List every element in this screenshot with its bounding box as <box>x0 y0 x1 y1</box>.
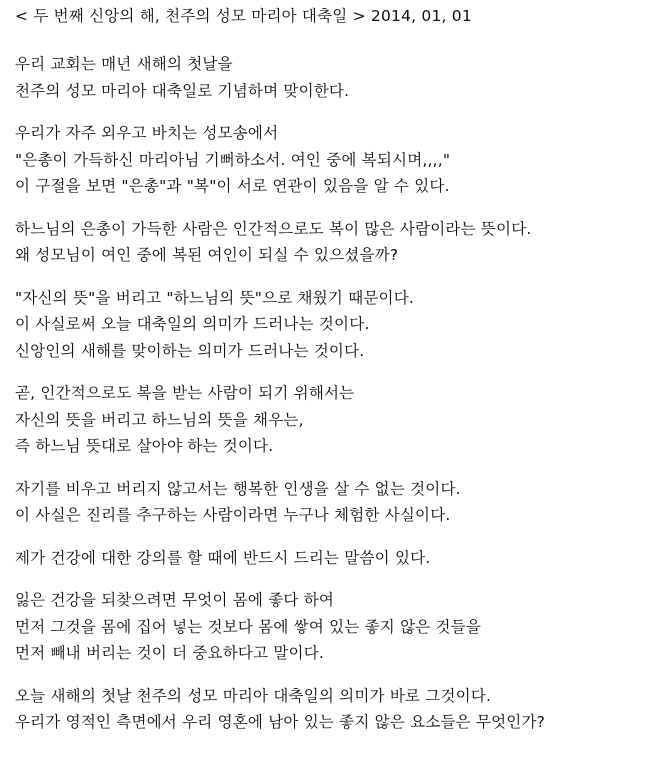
paragraph-line: 먼저 그것을 몸에 집어 넣는 것보다 몸에 쌓여 있는 좋지 않은 것들을 <box>15 617 482 636</box>
paragraph-line: 곧, 인간적으로도 복을 받는 사람이 되기 위해서는 <box>15 384 355 402</box>
paragraph-line: 천주의 성모 마리아 대축일로 기념하며 맞이한다. <box>15 81 350 100</box>
paragraph-line: 우리가 영적인 측면에서 우리 영혼에 남아 있는 좋지 않은 요소들은 무엇인가? <box>15 713 546 731</box>
paragraph-line: 왜 성모님이 여인 중에 복된 여인이 되실 수 있으셨을까? <box>15 246 399 264</box>
document-body <box>15 5 655 752</box>
paragraph-line: "자신의 뜻"을 버리고 "하느님의 뜻"으로 채웠기 때문이다. <box>15 288 415 307</box>
paragraph <box>15 587 655 667</box>
paragraph <box>15 51 655 104</box>
paragraph <box>15 216 655 269</box>
paragraph-line: 잃은 건강을 되찾으려면 무엇이 몸에 좋다 하여 <box>15 591 335 609</box>
paragraph-line: 우리 교회는 매년 새해의 첫날을 <box>15 55 233 73</box>
paragraph-line: 신앙인의 새해를 맞이하는 의미가 드러나는 것이다. <box>15 341 365 360</box>
document-title: < 두 번째 신앙의 해, 천주의 성모 마리아 대축일 > 2014, 01, 01 <box>15 7 472 25</box>
paragraph-line: 자기를 비우고 버리지 않고서는 행복한 인생을 살 수 없는 것이다. <box>15 479 461 498</box>
paragraph <box>15 476 655 529</box>
paragraph-line: 이 사실은 진리를 추구하는 사람이라면 누구나 체험한 사실이다. <box>15 506 451 524</box>
paragraph-line: 하느님의 은총이 가득한 사람은 인간적으로도 복이 많은 사람이라는 뜻이다. <box>15 219 532 238</box>
paragraph-line: "은총이 가득하신 마리아님 기뻐하소서. 여인 중에 복되시며,,,," <box>15 150 451 169</box>
paragraph <box>15 120 655 200</box>
paragraph-line: 즉 하느님 뜻대로 살아야 하는 것이다. <box>15 437 274 455</box>
paragraph <box>15 380 655 460</box>
paragraph-line: 자신의 뜻을 버리고 하느님의 뜻을 채우는, <box>15 410 304 429</box>
paragraph-line: 오늘 새해의 첫날 천주의 성모 마리아 대축일의 의미가 바로 그것이다. <box>15 686 492 705</box>
paragraph <box>15 285 655 365</box>
paragraph <box>15 683 655 736</box>
paragraph-list <box>15 51 655 736</box>
paragraph-line: 먼저 빼내 버리는 것이 더 중요하다고 말이다. <box>15 644 325 662</box>
paragraph-line: 제가 건강에 대한 강의를 할 때에 반드시 드리는 말씀이 있다. <box>15 548 431 567</box>
paragraph-line: 우리가 자주 외우고 바치는 성모송에서 <box>15 124 279 142</box>
paragraph-line: 이 구절을 보면 "은총"과 "복"이 서로 연관이 있음을 알 수 있다. <box>15 177 450 195</box>
paragraph-line: 이 사실로써 오늘 대축일의 의미가 드러나는 것이다. <box>15 315 370 333</box>
paragraph <box>15 545 655 572</box>
